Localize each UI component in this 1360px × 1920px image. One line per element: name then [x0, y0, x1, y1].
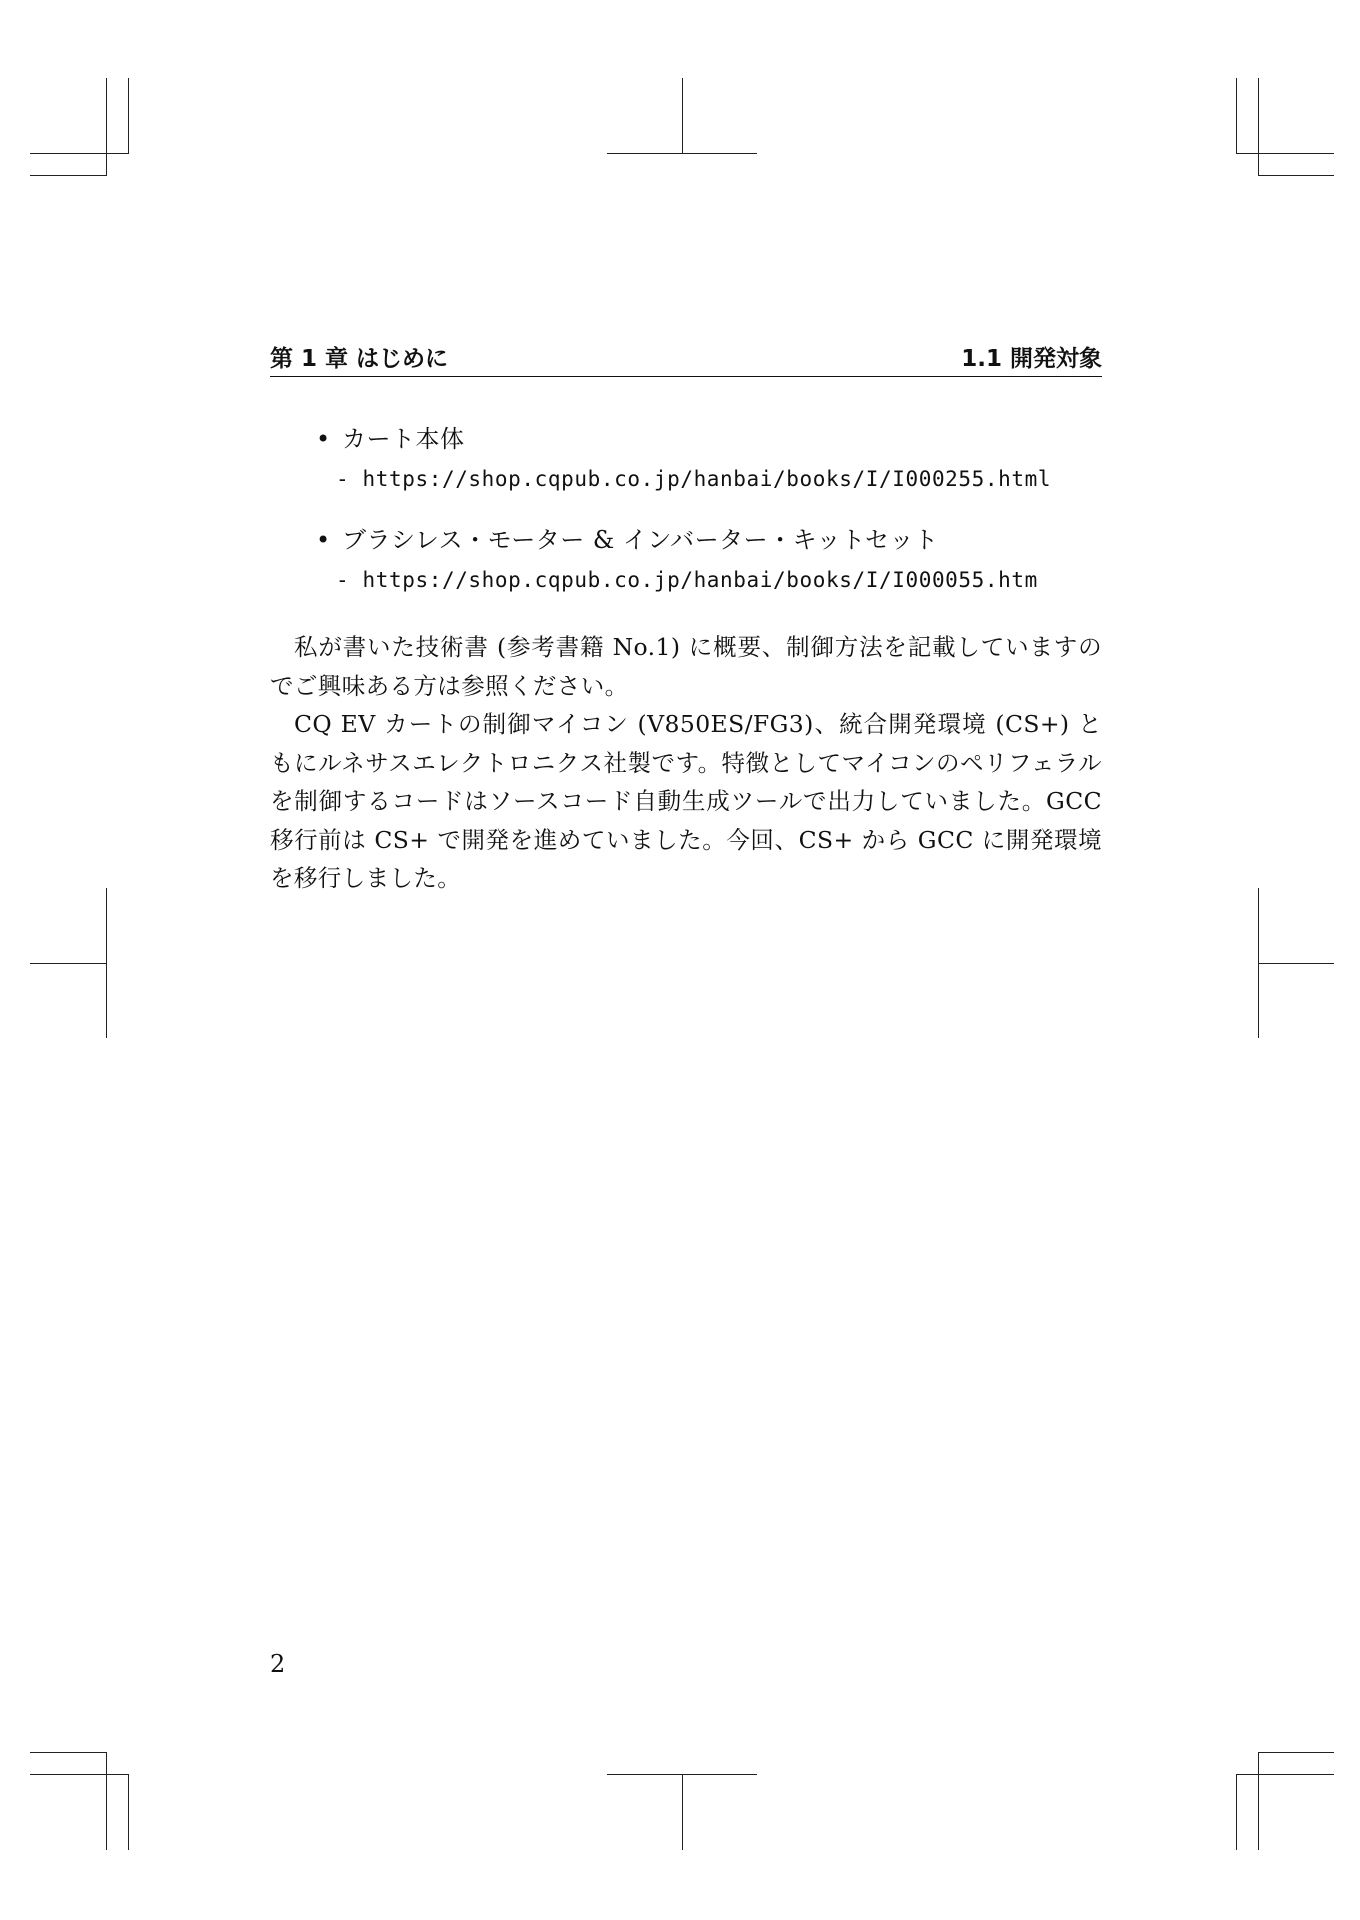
- book-page: [270, 0, 1102, 1920]
- crop-mark-middle-left-v: [106, 888, 107, 1038]
- crop-mark-middle-right-h: [1258, 963, 1334, 964]
- crop-mark-bottom-right-inner-v: [1236, 1774, 1237, 1850]
- crop-mark-middle-left-h: [30, 963, 106, 964]
- item-title: カート本体: [342, 425, 465, 453]
- crop-mark-top-right-outer-v: [1258, 78, 1259, 176]
- crop-mark-bottom-right-outer-h: [1258, 1752, 1334, 1753]
- crop-mark-top-right-outer-h: [1258, 175, 1334, 176]
- crop-mark-top-left-outer-v: [106, 78, 107, 176]
- section-title: 1.1 開発対象: [961, 346, 1102, 372]
- reference-list: [270, 421, 1102, 623]
- crop-mark-top-right-inner-h: [1236, 153, 1334, 154]
- item-url[interactable]: - https://shop.cqpub.co.jp/hanbai/books/I/I000255.html: [336, 467, 1052, 491]
- crop-mark-top-left-inner-v: [128, 78, 129, 154]
- crop-mark-top-left-inner-h: [30, 153, 128, 154]
- paragraph: CQ EV カートの制御マイコン (V850ES/FG3)、統合開発環境 (CS+) ともにルネサスエレクトロニクス社製です。特徴としてマイコンのペリフェラルを制御するコードはソースコード自動生成ツールで出力していました。GCC 移行前は CS+ で開発を進めていました。今回、CS+ から GCC に開発環境を移行しました。: [270, 710, 1102, 892]
- list-item: [270, 522, 1102, 594]
- crop-mark-middle-right-v: [1258, 888, 1259, 1038]
- crop-mark-bottom-left-outer-v: [106, 1752, 107, 1850]
- list-item: [270, 421, 1102, 493]
- page-number: 2: [270, 1650, 286, 1678]
- crop-mark-bottom-left-inner-v: [128, 1774, 129, 1850]
- crop-mark-bottom-right-outer-v: [1258, 1752, 1259, 1850]
- crop-mark-top-left-outer-h: [30, 175, 106, 176]
- crop-mark-top-right-inner-v: [1236, 78, 1237, 154]
- item-url[interactable]: - https://shop.cqpub.co.jp/hanbai/books/I/I000055.htm: [336, 568, 1038, 592]
- chapter-title: 第 1 章 はじめに: [270, 346, 449, 372]
- bullet-icon: •: [316, 526, 331, 554]
- running-head: [270, 340, 1102, 377]
- crop-mark-bottom-left-outer-h: [30, 1752, 106, 1753]
- bullet-icon: •: [316, 425, 331, 453]
- crop-mark-bottom-left-inner-h: [30, 1774, 128, 1775]
- paragraph: 私が書いた技術書 (参考書籍 No.1) に概要、制御方法を記載していますのでご興味ある方は参照ください。: [270, 633, 1102, 700]
- crop-mark-bottom-right-inner-h: [1236, 1774, 1334, 1775]
- item-title: ブラシレス・モーター & インバーター・キットセット: [342, 526, 939, 554]
- body-text: [270, 628, 1102, 898]
